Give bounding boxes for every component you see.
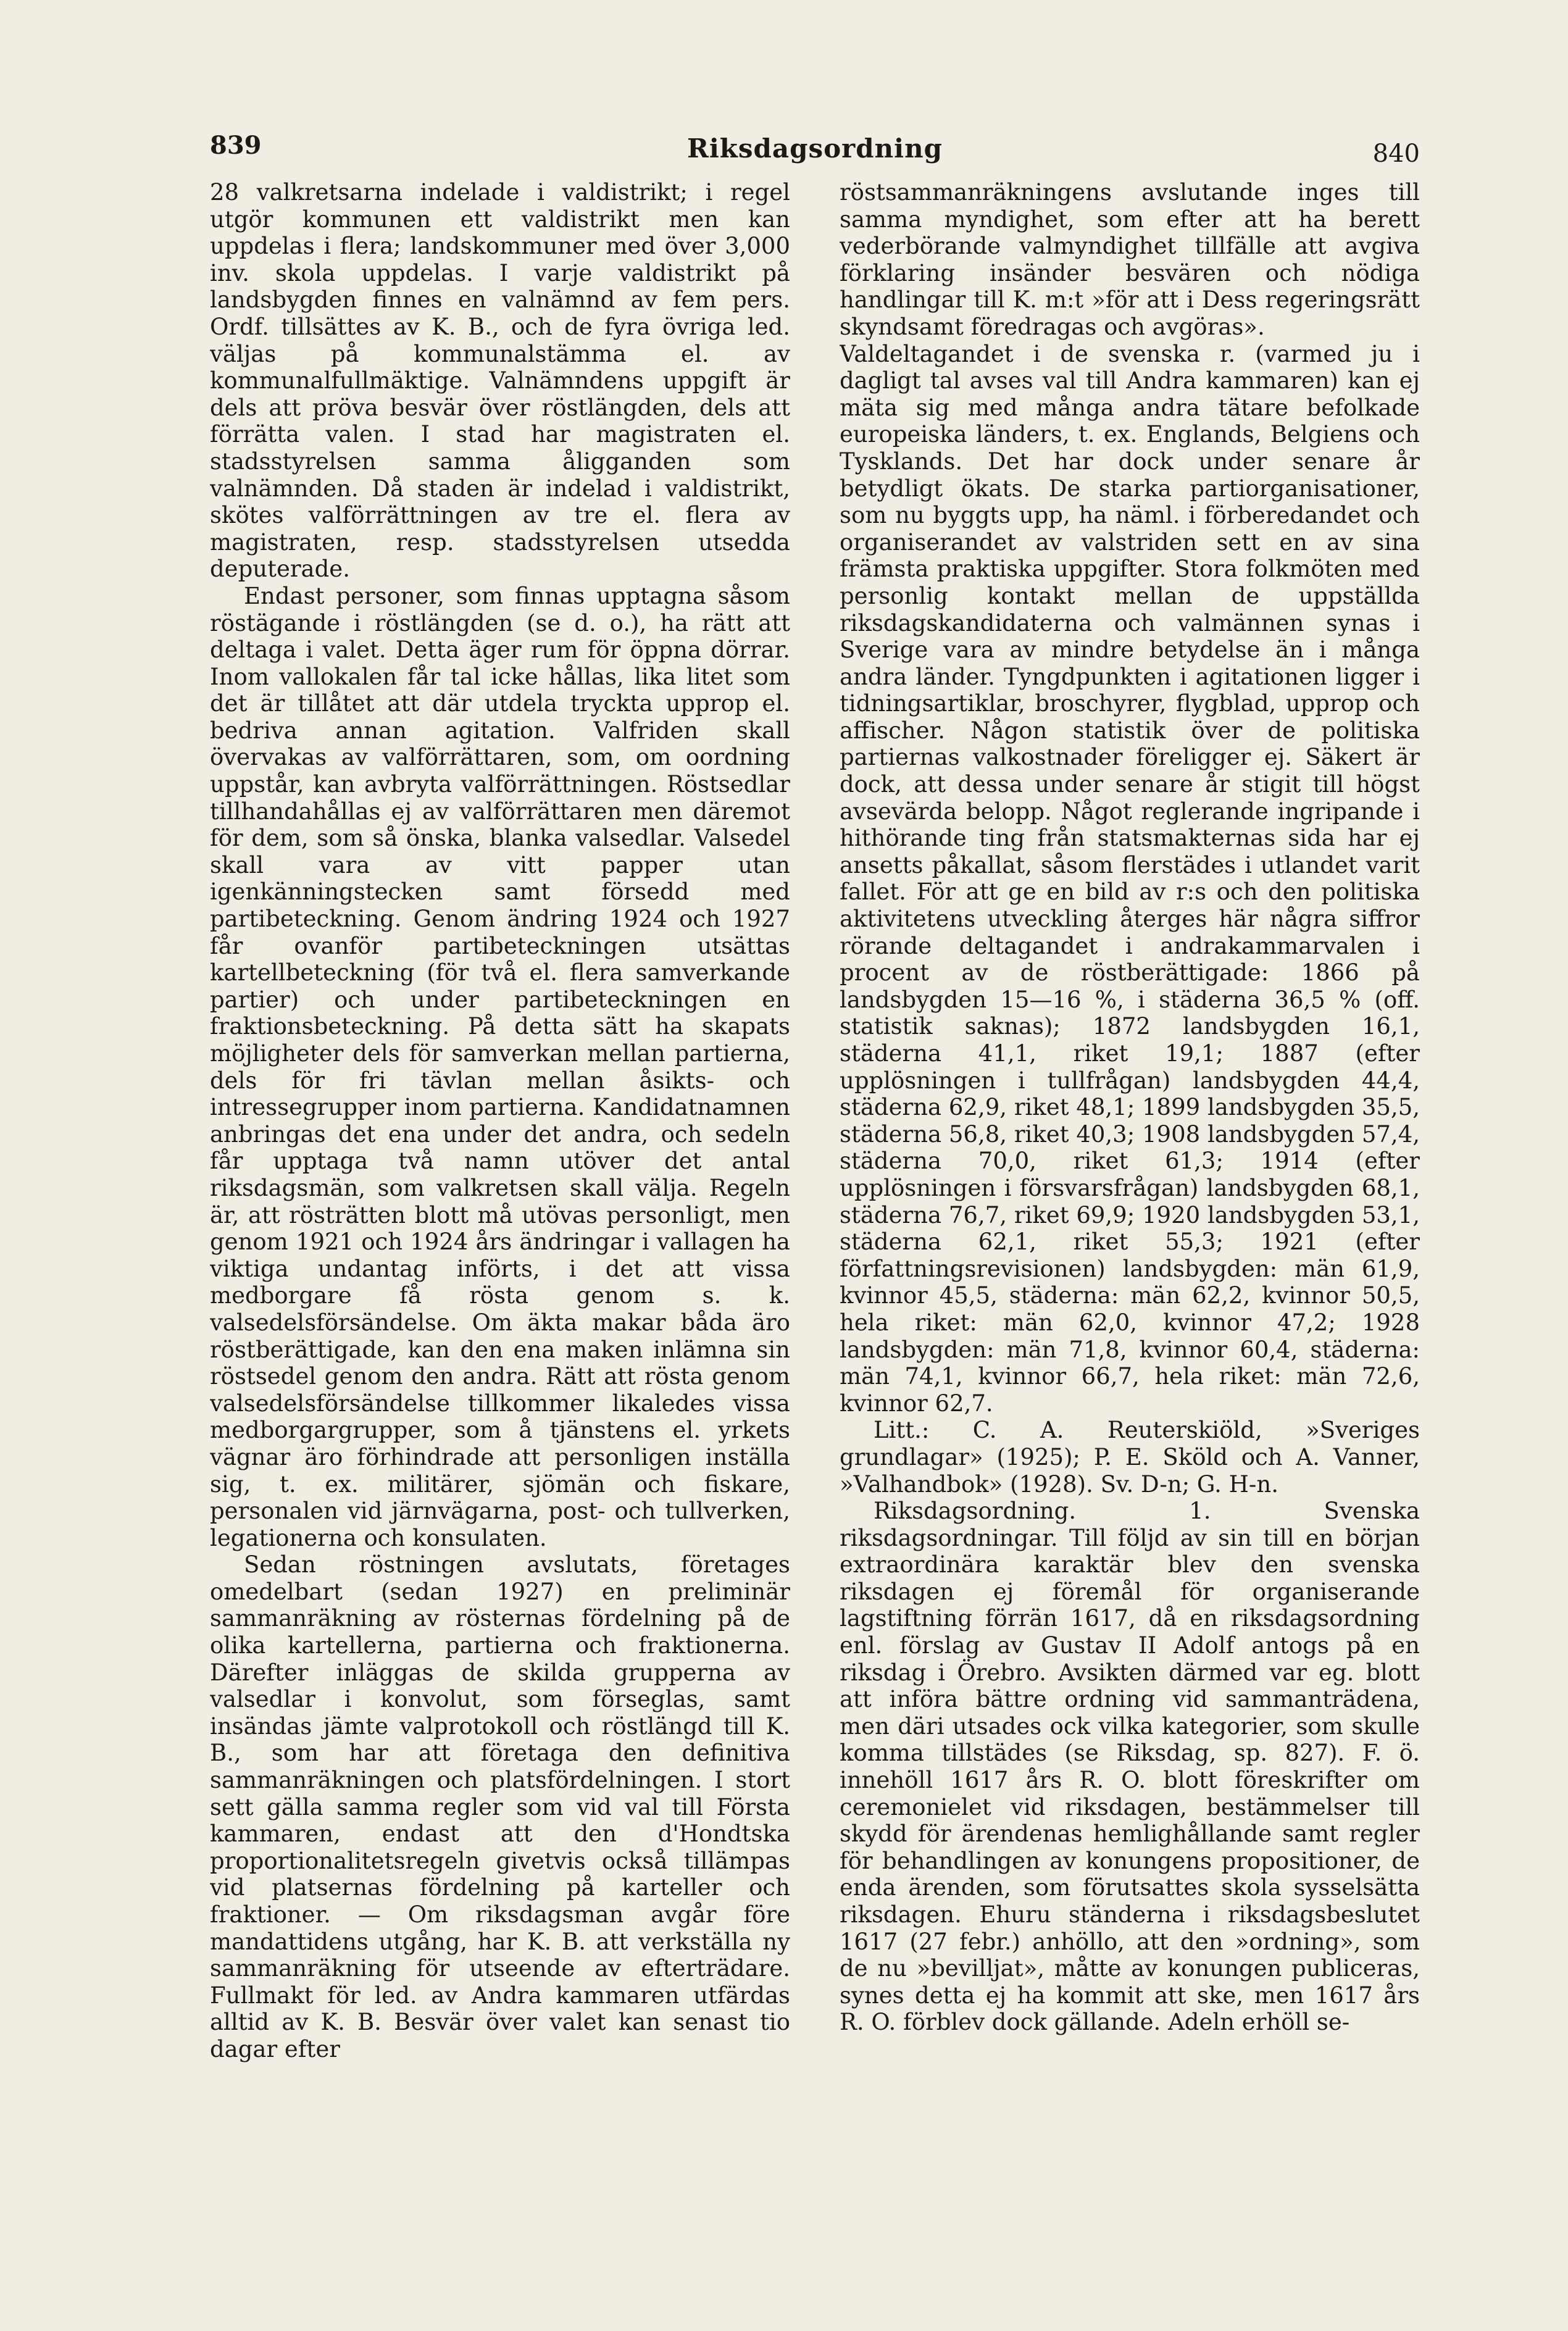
paragraph: Sedan röstningen avslutats, företages omedelbart (sedan 1927) en preliminär sammanräkning av rösternas fördelning på de olika kartellerna, partierna och fraktionerna. Därefter inläggas de skilda grupperna av valsedlar i konvolut, som förseglas, samt insändas jämte valprotokoll och röstlängd till K. B., som har att företaga den definitiva sammanräkningen och platsfördelningen. I stort sett gälla samma regler som vid val till Första kammaren, endast att den d'Hondtska proportionalitetsregeln givetvis också tillämpas vid platsernas fördelning på karteller och fraktioner. — Om riksdagsman avgår före mandattidens utgång, har K. B. att verkställa ny sammanräkning för utseende av efterträdare. Fullmakt för led. av Andra kammaren utfärdas alltid av K. B. Besvär över valet kan senast tio dagar efter xyxy=(210,1551,790,2062)
page-number-right: 840 xyxy=(1372,140,1420,168)
paragraph: röstsammanräkningens avslutande inges till samma myndighet, som efter att ha berett vederbörande valmyndighet tillfälle att avgiva förklaring insänder besvären och nödiga handlingar till K. m:t »för att i Dess regeringsrätt skyndsamt föredragas och avgöras». xyxy=(840,179,1420,340)
running-title: Riksdagsordning xyxy=(686,133,943,164)
paragraph: Endast personer, som finnas upptagna såsom röstägande i röstlängden (se d. o.), ha rätt att deltaga i valet. Detta äger rum för öppna dörrar. Inom vallokalen får tal icke hållas, lika litet som det är tillåtet att där utdela tryckta upprop el. bedriva annan agitation. Valfriden skall övervakas av valförrättaren, som, om oordning uppstår, kan avbryta valförrättningen. Röstsedlar tillhandahållas ej av valförrättaren men däremot för dem, som så önska, blanka valsedlar. Valsedel skall vara av vitt papper utan igenkänningstecken samt försedd med partibeteckning. Genom ändring 1924 och 1927 får ovanför partibeteckningen utsättas kartellbeteckning (för två el. flera samverkande partier) och under partibeteckningen en fraktionsbeteckning. På detta sätt ha skapats möjligheter dels för samverkan mellan partierna, dels för fri tävlan mellan åsikts- och intressegrupper inom partierna. Kandidatnamnen anbringas det ena under det andra, och sedeln får upptaga två namn utöver det antal riksdagsmän, som valkretsen skall välja. Regeln är, att rösträtten blott må utövas personligt, men genom 1921 och 1924 års ändringar i vallagen ha viktiga undantag införts, i det att vissa medborgare få rösta genom s. k. valsedelsförsändelse. Om äkta makar båda äro röstberättigade, kan den ena maken inlämna sin röstsedel genom den andra. Rätt att rösta genom valsedelsförsändelse tillkommer likaledes vissa medborgargrupper, som å tjänstens el. yrkets vägnar äro förhindrade att personligen inställa sig, t. ex. militärer, sjömän och fiskare, personalen vid järnvägarna, post- och tullverken, legationerna och konsulaten. xyxy=(210,582,790,1551)
paragraph: 28 valkretsarna indelade i valdistrikt; i regel utgör kommunen ett valdistrikt men kan uppdelas i flera; landskommuner med över 3,000 inv. skola uppdelas. I varje valdistrikt på landsbygden finnes en valnämnd av fem pers. Ordf. tillsättes av K. B., och de fyra övriga led. väljas på kommunalstämma el. av kommunalfullmäktige. Valnämndens uppgift är dels att pröva besvär över röstlängden, dels att förrätta valen. I stad har magistraten el. stadsstyrelsen samma åligganden som valnämnden. Då staden är indelad i valdistrikt, skötes valförrättningen av tre el. flera av magistraten, resp. stadsstyrelsen utsedda deputerade. xyxy=(210,179,790,583)
page-header xyxy=(210,131,1420,174)
left-column xyxy=(210,179,790,2235)
paragraph: Riksdagsordning. 1. Svenska riksdagsordningar. Till följd av sin till en början extraordinära karaktär blev den svenska riksdagen ej föremål för organiserande lagstiftning förrän 1617, då en riksdagsordning enl. förslag av Gustav II Adolf antogs på en riksdag i Örebro. Avsikten därmed var eg. blott att införa bättre ordning vid sammanträdena, men däri utsades ock vilka kategorier, som skulle komma tillstädes (se Riksdag, sp. 827). F. ö. innehöll 1617 års R. O. blott föreskrifter om ceremonielet vid riksdagen, bestämmelser till skydd för ärendenas hemlighållande samt regler för behandlingen av konungens propositioner, de enda ärenden, som förutsattes skola sysselsätta riksdagen. Ehuru ständerna i riksdagsbeslutet 1617 (27 febr.) anhöllo, att den »ordning», som de nu »bevilljat», måtte av konungen publiceras, synes detta ej ha kommit att ske, men 1617 års R. O. förblev dock gällande. Adeln erhöll se- xyxy=(840,1498,1420,2036)
paragraph: Litt.: C. A. Reuterskiöld, »Sveriges grundlagar» (1925); P. E. Sköld och A. Vanner, »Valhandbok» (1928). Sv. D-n; G. H-n. xyxy=(840,1417,1420,1498)
right-column xyxy=(840,179,1420,2235)
paragraph: Valdeltagandet i de svenska r. (varmed ju i dagligt tal avses val till Andra kammaren) kan ej mäta sig med många andra tätare befolkade europeiska länders, t. ex. Englands, Belgiens och Tysklands. Det har dock under senare år betydligt ökats. De starka partiorganisationer, som nu byggts upp, ha näml. i förberedandet och organiserandet av valstriden sett en av sina främsta praktiska uppgifter. Stora folkmöten med personlig kontakt mellan de uppställda riksdagskandidaterna och valmännen synas i Sverige vara av mindre betydelse än i många andra länder. Tyngdpunkten i agitationen ligger i tidningsartiklar, broschyrer, flygblad, upprop och affischer. Någon statistik över de politiska partiernas valkostnader föreligger ej. Säkert är dock, att dessa under senare år stigit till högst avsevärda belopp. Något reglerande ingripande i hithörande ting från statsmakternas sida har ej ansetts påkallat, såsom flerstädes i utlandet varit fallet. För att ge en bild av r:s och den politiska aktivitetens utveckling återges här några siffror rörande deltagandet i andrakammarvalen i procent av de röstberättigade: 1866 på landsbygden 15—16 %, i städerna 36,5 % (off. statistik saknas); 1872 landsbygden 16,1, städerna 41,1, riket 19,1; 1887 (efter upplösningen i tullfrågan) landsbygden 44,4, städerna 62,9, riket 48,1; 1899 landsbygden 35,5, städerna 56,8, riket 40,3; 1908 landsbygden 57,4, städerna 70,0, riket 61,3; 1914 (efter upplösningen i försvarsfrågan) landsbygden 68,1, städerna 76,7, riket 69,9; 1920 landsbygden 53,1, städerna 62,1, riket 55,3; 1921 (efter författningsrevisionen) landsbygden: män 61,9, kvinnor 45,5, städerna: män 62,2, kvinnor 50,5, hela riket: män 62,0, kvinnor 47,2; 1928 landsbygden: män 71,8, kvinnor 60,4, städerna: män 74,1, kvinnor 66,7, hela riket: män 72,6, kvinnor 62,7. xyxy=(840,340,1420,1417)
page-number-left: 839 xyxy=(210,131,262,160)
